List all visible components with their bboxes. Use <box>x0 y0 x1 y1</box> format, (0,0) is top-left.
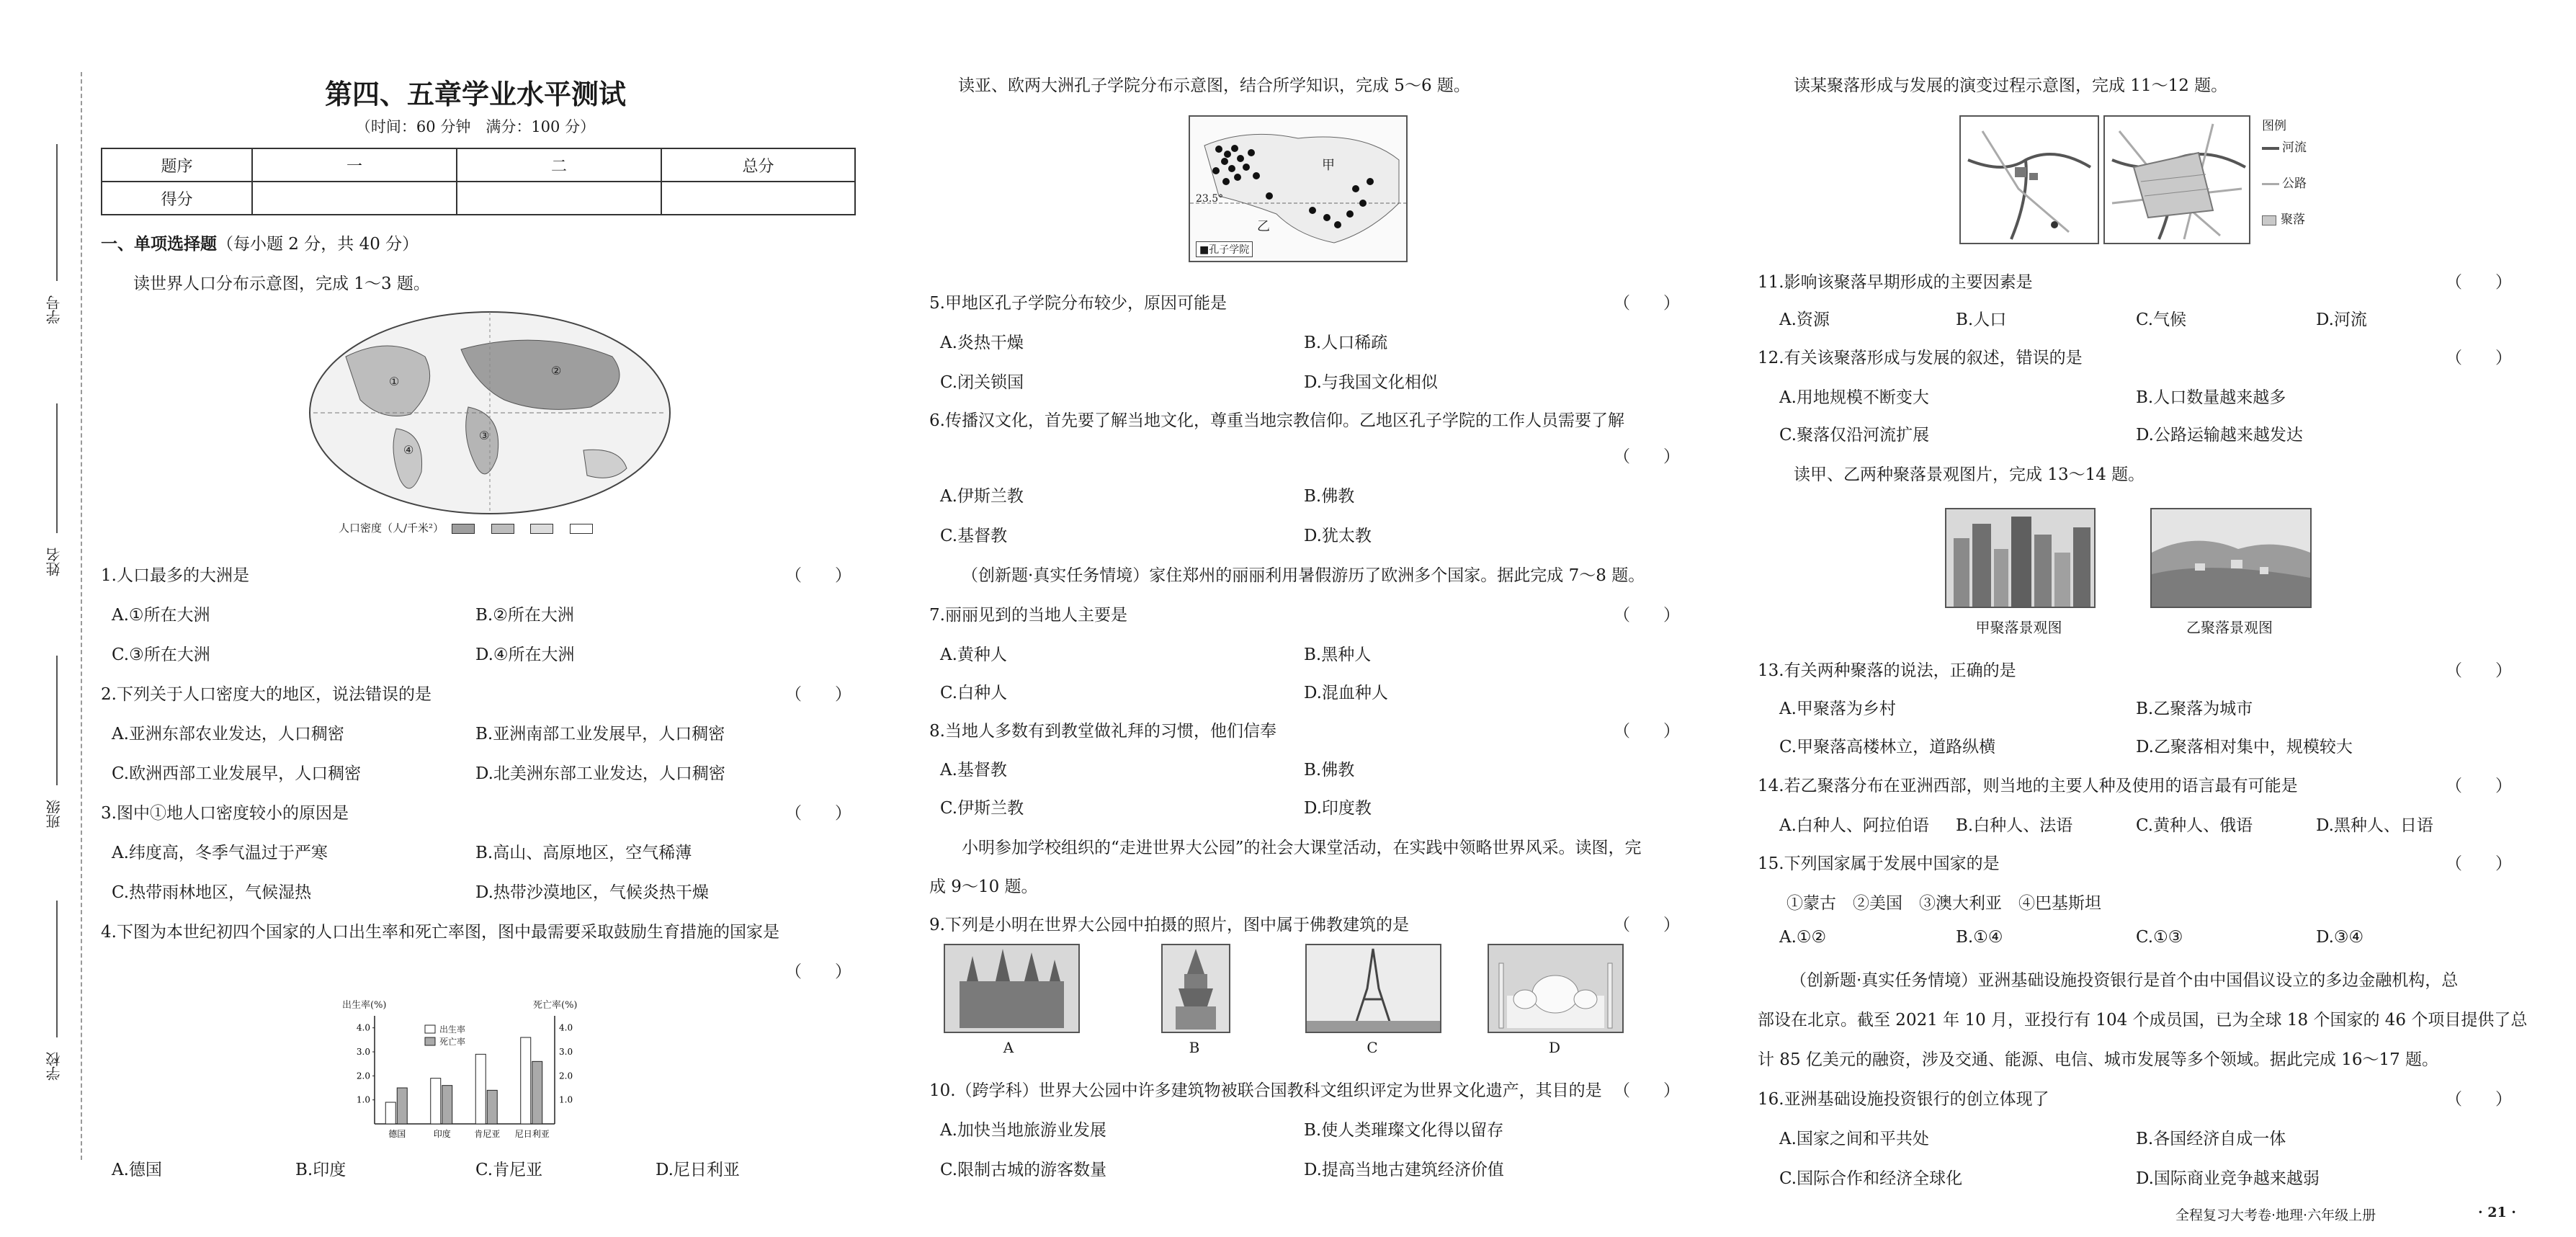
answer-slot-13[interactable]: （ ） <box>2446 661 2512 680</box>
map2-label-jia: 甲 <box>1322 158 1335 173</box>
q7-option-d[interactable]: D.混血种人 <box>1304 684 1388 702</box>
sidebar-label-class: 班级 <box>45 800 63 829</box>
answer-slot-12[interactable]: （ ） <box>2446 349 2512 367</box>
photo-jia-svg <box>1946 509 2094 607</box>
photo-c-tower[interactable] <box>1305 944 1441 1033</box>
q10-option-c[interactable]: C.限制古城的游客数量 <box>940 1161 1107 1179</box>
q1-option-c[interactable]: C.③所在大洲 <box>112 646 210 664</box>
section-heading <box>101 231 419 254</box>
q10-option-a[interactable]: A.加快当地旅游业发展 <box>940 1121 1106 1140</box>
photo-settlement-jia <box>1945 508 2096 608</box>
answer-slot-9[interactable]: （ ） <box>1614 916 1680 934</box>
q16-option-b[interactable]: B.各国经济自成一体 <box>2136 1130 2286 1148</box>
q8-option-a[interactable]: A.基督教 <box>940 761 1007 780</box>
q10-option-b[interactable]: B.使人类璀璨文化得以留存 <box>1304 1121 1504 1140</box>
q6-option-d[interactable]: D.犹太教 <box>1304 527 1372 545</box>
answer-slot-1[interactable]: （ ） <box>785 566 851 585</box>
y-tick-right: 3.0 <box>559 1047 573 1057</box>
intro-7-8: （创新题·真实任务情境）家住郑州的丽丽利用暑假游历了欧洲多个国家。据此完成 7～8 题。 <box>962 566 1645 585</box>
q15-option-a[interactable]: A.①② <box>1779 928 1827 947</box>
q11-option-a[interactable]: A.资源 <box>1779 311 1830 329</box>
question-11: 11.影响该聚落早期形成的主要因素是 <box>1758 273 2033 292</box>
bar-death-rate <box>397 1088 407 1124</box>
score-table-header-row <box>102 148 855 182</box>
legend-swatch-low <box>530 524 553 534</box>
q8-option-c[interactable]: C.伊斯兰教 <box>940 799 1024 818</box>
bar-death-rate <box>442 1086 452 1124</box>
intro-16-17-line2: 部设在北京。截至 2021 年 10 月，亚投行有 104 个成员国，已为全球 18 个国家的 46 个项目提供了总 <box>1758 1011 2528 1030</box>
q4-option-c[interactable]: C.肯尼亚 <box>475 1161 543 1179</box>
q4-option-b[interactable]: B.印度 <box>295 1161 346 1179</box>
map1-legend-label: 人口密度（人/千米²） <box>339 522 444 535</box>
world-population-map-svg <box>303 306 677 540</box>
q1-option-b[interactable]: B.②所在大洲 <box>475 606 574 625</box>
q16-option-d[interactable]: D.国际商业竞争越来越弱 <box>2136 1169 2320 1188</box>
bar-birth-rate <box>521 1037 531 1124</box>
q5-option-b[interactable]: B.人口稀疏 <box>1304 334 1388 352</box>
confucius-map-svg <box>1190 117 1406 261</box>
answer-slot-6[interactable]: （ ） <box>1614 447 1680 466</box>
settlement-legend <box>2262 115 2307 231</box>
y-tick-left: 4.0 <box>356 1022 370 1033</box>
question-4: 4.下图为本世纪初四个国家的人口出生率和死亡率图，图中最需要采取鼓励生育措施的国家是 <box>101 923 779 942</box>
answer-slot-14[interactable]: （ ） <box>2446 777 2512 795</box>
q4-option-a[interactable]: A.德国 <box>112 1161 162 1179</box>
q8-option-b[interactable]: B.佛教 <box>1304 761 1355 780</box>
score-table <box>101 148 856 215</box>
question-3: 3.图中①地人口密度较小的原因是 <box>101 804 349 823</box>
q3-option-b[interactable]: B.高山、高原地区，空气稀薄 <box>475 844 692 862</box>
q13-option-a[interactable]: A.甲聚落为乡村 <box>1779 700 1896 718</box>
q15-items: ①蒙古 ②美国 ③澳大利亚 ④巴基斯坦 <box>1786 894 2101 913</box>
question-2: 2.下列关于人口密度大的地区，说法错误的是 <box>101 685 431 704</box>
answer-slot-4[interactable]: （ ） <box>785 963 851 981</box>
confucius-institute-map <box>1189 115 1408 262</box>
sidebar-field-class[interactable] <box>56 656 58 785</box>
score-input-cell[interactable] <box>457 182 661 215</box>
q12-option-a[interactable]: A.用地规模不断变大 <box>1779 388 1929 407</box>
legend-death-swatch <box>425 1037 435 1045</box>
road-symbol <box>2262 183 2279 185</box>
question-14: 14.若乙聚落分布在亚洲西部，则当地的主要人种及使用的语言最有可能是 <box>1758 777 2298 795</box>
y-tick-left: 2.0 <box>356 1071 370 1081</box>
svg-text:②: ② <box>551 364 562 378</box>
q11-option-b[interactable]: B.人口 <box>1956 311 2007 329</box>
q14-option-a[interactable]: A.白种人、阿拉伯语 <box>1779 816 1929 835</box>
q6-option-c[interactable]: C.基督教 <box>940 527 1008 545</box>
map1-legend <box>339 520 593 535</box>
legend-swatch-medium <box>491 524 514 534</box>
intro-13-14: 读甲、乙两种聚落景观图片，完成 13～14 题。 <box>1794 465 2145 484</box>
question-5: 5.甲地区孔子学院分布较少，原因可能是 <box>929 294 1227 313</box>
score-cell: 总分 <box>661 148 855 182</box>
score-cell: 二 <box>457 148 661 182</box>
q13-option-b[interactable]: B.乙聚落为城市 <box>2136 700 2253 718</box>
answer-slot-2[interactable]: （ ） <box>785 685 851 704</box>
legend-birth-label: 出生率 <box>439 1024 466 1035</box>
q6-option-b[interactable]: B.佛教 <box>1304 487 1355 506</box>
q14-option-b[interactable]: B.白种人、法语 <box>1956 816 2073 835</box>
settlement-stage-2-svg <box>2105 117 2249 243</box>
answer-slot-5[interactable]: （ ） <box>1614 294 1680 313</box>
q12-option-d[interactable]: D.公路运输越来越发达 <box>2136 426 2303 445</box>
answer-slot-3[interactable]: （ ） <box>785 804 851 823</box>
q2-option-a[interactable]: A.亚洲东部农业发达，人口稠密 <box>112 725 344 743</box>
q5-option-d[interactable]: D.与我国文化相似 <box>1304 373 1438 392</box>
question-15: 15.下列国家属于发展中国家的是 <box>1758 854 2000 873</box>
q4-option-d[interactable]: D.尼日利亚 <box>656 1161 740 1179</box>
photo-b-svg <box>1163 945 1229 1032</box>
settlement-legend-river-label: 河流 <box>2282 140 2307 155</box>
photo-c-svg <box>1307 945 1440 1032</box>
x-category-label: 德国 <box>388 1129 406 1139</box>
score-cell: 一 <box>252 148 457 182</box>
q7-option-b[interactable]: B.黑种人 <box>1304 646 1372 664</box>
legend-death-label: 死亡率 <box>439 1037 466 1047</box>
q3-option-d[interactable]: D.热带沙漠地区，气候炎热干燥 <box>475 883 709 902</box>
question-8: 8.当地人多数有到教堂做礼拜的习惯，他们信奉 <box>929 722 1276 741</box>
world-population-map <box>303 306 677 540</box>
intro-9-10-line1: 小明参加学校组织的“走进世界大公园”的社会大课堂活动，在实践中领略世界风采。读图，完 <box>962 839 1642 857</box>
bar-birth-rate <box>431 1079 441 1124</box>
intro-16-17-line1: （创新题·真实任务情境）亚洲基础设施投资银行是首个由中国倡议设立的多边金融机构，总 <box>1790 971 2459 990</box>
q6-option-a[interactable]: A.伊斯兰教 <box>940 487 1024 506</box>
photo-d-mosque[interactable] <box>1488 944 1624 1033</box>
q10-option-d[interactable]: D.提高当地古建筑经济价值 <box>1304 1161 1504 1179</box>
section-heading-text: 一、单项选择题 <box>101 234 217 254</box>
page-title: 第四、五章学业水平测试 <box>324 79 626 110</box>
q5-option-a[interactable]: A.炎热干燥 <box>940 334 1024 352</box>
intro-16-17-line3: 计 85 亿美元的融资，涉及交通、能源、电信、城市发展等多个领域。据此完成 16～17 题。 <box>1758 1050 2439 1069</box>
q1-option-a[interactable]: A.①所在大洲 <box>112 606 210 625</box>
q14-option-d[interactable]: D.黑种人、日语 <box>2316 816 2433 835</box>
sidebar-field-name[interactable] <box>56 403 58 533</box>
question-6: 6.传播汉文化，首先要了解当地文化，尊重当地宗教信仰。乙地区孔子学院的工作人员需要了解 <box>929 411 1624 430</box>
q16-option-a[interactable]: A.国家之间和平共处 <box>1779 1130 1929 1148</box>
intro-11-12: 读某聚落形成与发展的演变过程示意图，完成 11～12 题。 <box>1794 76 2228 95</box>
birth-death-rate-chart <box>339 998 598 1149</box>
sidebar-label-name: 姓名 <box>45 548 63 576</box>
caption-yi: 乙聚落景观图 <box>2186 619 2273 636</box>
photo-b-pagoda[interactable] <box>1161 944 1230 1033</box>
q3-option-a[interactable]: A.纬度高，冬季气温过于严寒 <box>112 844 328 862</box>
map2-legend: ■孔子学院 <box>1196 241 1253 257</box>
legend-swatch-dense <box>452 524 475 534</box>
settlement-stage-1-svg <box>1961 117 2098 243</box>
q2-option-b[interactable]: B.亚洲南部工业发展早，人口稠密 <box>475 725 725 743</box>
y-tick-left: 3.0 <box>356 1047 370 1057</box>
photo-label-a: A <box>1003 1039 1014 1056</box>
sidebar-field-school[interactable] <box>56 901 58 1037</box>
question-16: 16.亚洲基础设施投资银行的创立体现了 <box>1758 1090 2049 1109</box>
photo-a-cathedral[interactable] <box>944 944 1080 1033</box>
q11-option-c[interactable]: C.气候 <box>2136 311 2187 329</box>
q13-option-c[interactable]: C.甲聚落高楼林立，道路纵横 <box>1779 738 1996 756</box>
settlement-legend-road <box>2262 173 2307 195</box>
chart-ylabel-right: 死亡率(%) <box>533 1000 578 1011</box>
binding-line <box>81 72 82 1160</box>
answer-slot-15[interactable]: （ ） <box>2446 854 2512 873</box>
answer-slot-7[interactable]: （ ） <box>1614 606 1680 625</box>
bar-death-rate <box>487 1090 497 1124</box>
caption-jia: 甲聚落景观图 <box>1975 619 2062 636</box>
q5-option-c[interactable]: C.闭关锁国 <box>940 373 1024 392</box>
score-cell: 得分 <box>102 182 252 215</box>
score-input-cell[interactable] <box>661 182 855 215</box>
photo-label-c: C <box>1367 1039 1378 1056</box>
intro-9-10-line2: 成 9～10 题。 <box>929 877 1038 896</box>
page-subtitle: （时间：60 分钟 满分：100 分） <box>355 118 596 135</box>
y-tick-left: 1.0 <box>356 1094 370 1105</box>
y-tick-right: 4.0 <box>559 1022 573 1033</box>
settlement-symbol <box>2262 215 2276 225</box>
q12-option-c[interactable]: C.聚落仅沿河流扩展 <box>1779 426 1930 445</box>
question-7: 7.丽丽见到的当地人主要是 <box>929 606 1127 625</box>
score-input-cell[interactable] <box>252 182 457 215</box>
page-number: · 21 · <box>2478 1205 2516 1220</box>
x-category-label: 印度 <box>433 1129 451 1139</box>
photo-label-b: B <box>1189 1039 1200 1056</box>
photo-a-svg <box>945 945 1078 1032</box>
score-cell: 题序 <box>102 148 252 182</box>
sidebar-label-school: 学校 <box>45 1052 63 1081</box>
answer-slot-10[interactable]: （ ） <box>1614 1081 1680 1100</box>
svg-text:④: ④ <box>403 443 414 457</box>
q14-option-c[interactable]: C.黄种人、俄语 <box>2136 816 2253 835</box>
x-category-label: 尼日利亚 <box>514 1129 550 1139</box>
legend-birth-swatch <box>425 1025 435 1033</box>
bar-birth-rate <box>475 1054 486 1124</box>
y-tick-right: 2.0 <box>559 1071 573 1081</box>
section-heading-note: （每小题 2 分，共 40 分） <box>217 235 419 254</box>
q15-option-c[interactable]: C.①③ <box>2136 928 2183 947</box>
q2-option-d[interactable]: D.北美洲东部工业发达，人口稠密 <box>475 764 725 783</box>
q7-option-a[interactable]: A.黄种人 <box>940 646 1007 664</box>
intro-5-6: 读亚、欧两大洲孔子学院分布示意图，结合所学知识，完成 5～6 题。 <box>958 76 1470 95</box>
y-tick-right: 1.0 <box>559 1094 573 1105</box>
q7-option-c[interactable]: C.白种人 <box>940 684 1008 702</box>
q2-option-c[interactable]: C.欧洲西部工业发展早，人口稠密 <box>112 764 362 783</box>
photo-d-svg <box>1489 945 1622 1032</box>
question-12: 12.有关该聚落形成与发展的叙述，错误的是 <box>1758 349 2083 367</box>
answer-slot-11[interactable]: （ ） <box>2446 273 2512 292</box>
q3-option-c[interactable]: C.热带雨林地区，气候湿热 <box>112 883 312 902</box>
score-table-score-row <box>102 182 855 215</box>
question-13: 13.有关两种聚落的说法，正确的是 <box>1758 661 2016 680</box>
settlement-stage-2 <box>2103 115 2250 244</box>
settlement-legend-title: 图例 <box>2262 119 2286 133</box>
answer-slot-16[interactable]: （ ） <box>2446 1090 2512 1109</box>
svg-text:③: ③ <box>479 429 490 442</box>
intro-1-3: 读世界人口分布示意图，完成 1～3 题。 <box>133 274 430 293</box>
question-10: 10.（跨学科）世界大公园中许多建筑物被联合国教科文组织评定为世界文化遗产，其目的是 <box>929 1081 1602 1100</box>
settlement-legend-road-label: 公路 <box>2282 177 2307 191</box>
answer-slot-8[interactable]: （ ） <box>1614 722 1680 741</box>
photo-settlement-yi <box>2150 508 2312 608</box>
bar-death-rate <box>532 1061 542 1124</box>
x-category-label: 肯尼亚 <box>474 1129 501 1139</box>
sidebar-field-student-id[interactable] <box>56 144 58 281</box>
settlement-legend-settlement <box>2262 209 2307 231</box>
photo-yi-svg <box>2152 509 2310 607</box>
photo-label-d: D <box>1548 1039 1561 1056</box>
river-symbol <box>2262 147 2279 150</box>
footer-text: 全程复习大考卷·地理·六年级上册 <box>2175 1207 2376 1223</box>
q11-option-d[interactable]: D.河流 <box>2316 311 2367 329</box>
sidebar-label-student-id: 学号 <box>45 295 63 324</box>
svg-text:①: ① <box>389 375 400 388</box>
q8-option-d[interactable]: D.印度教 <box>1304 799 1372 818</box>
question-1: 1.人口最多的大洲是 <box>101 566 249 585</box>
q13-option-d[interactable]: D.乙聚落相对集中，规模较大 <box>2136 738 2353 756</box>
q12-option-b[interactable]: B.人口数量越来越多 <box>2136 388 2286 407</box>
q15-option-d[interactable]: D.③④ <box>2316 928 2364 947</box>
map2-label-yi: 乙 <box>1257 219 1270 234</box>
bar-birth-rate <box>385 1102 395 1124</box>
q16-option-c[interactable]: C.国际合作和经济全球化 <box>1779 1169 1963 1188</box>
q1-option-d[interactable]: D.④所在大洲 <box>475 646 575 664</box>
question-9: 9.下列是小明在世界大公园中拍摄的照片，图中属于佛教建筑的是 <box>929 916 1409 934</box>
map2-latitude: 23.5° <box>1196 193 1224 205</box>
settlement-legend-river <box>2262 137 2307 158</box>
settlement-legend-settlement-label: 聚落 <box>2281 213 2305 227</box>
q15-option-b[interactable]: B.①④ <box>1956 928 2003 947</box>
settlement-stage-1 <box>1959 115 2099 244</box>
chart-ylabel-left: 出生率(%) <box>342 1000 387 1011</box>
legend-swatch-none <box>570 524 593 534</box>
